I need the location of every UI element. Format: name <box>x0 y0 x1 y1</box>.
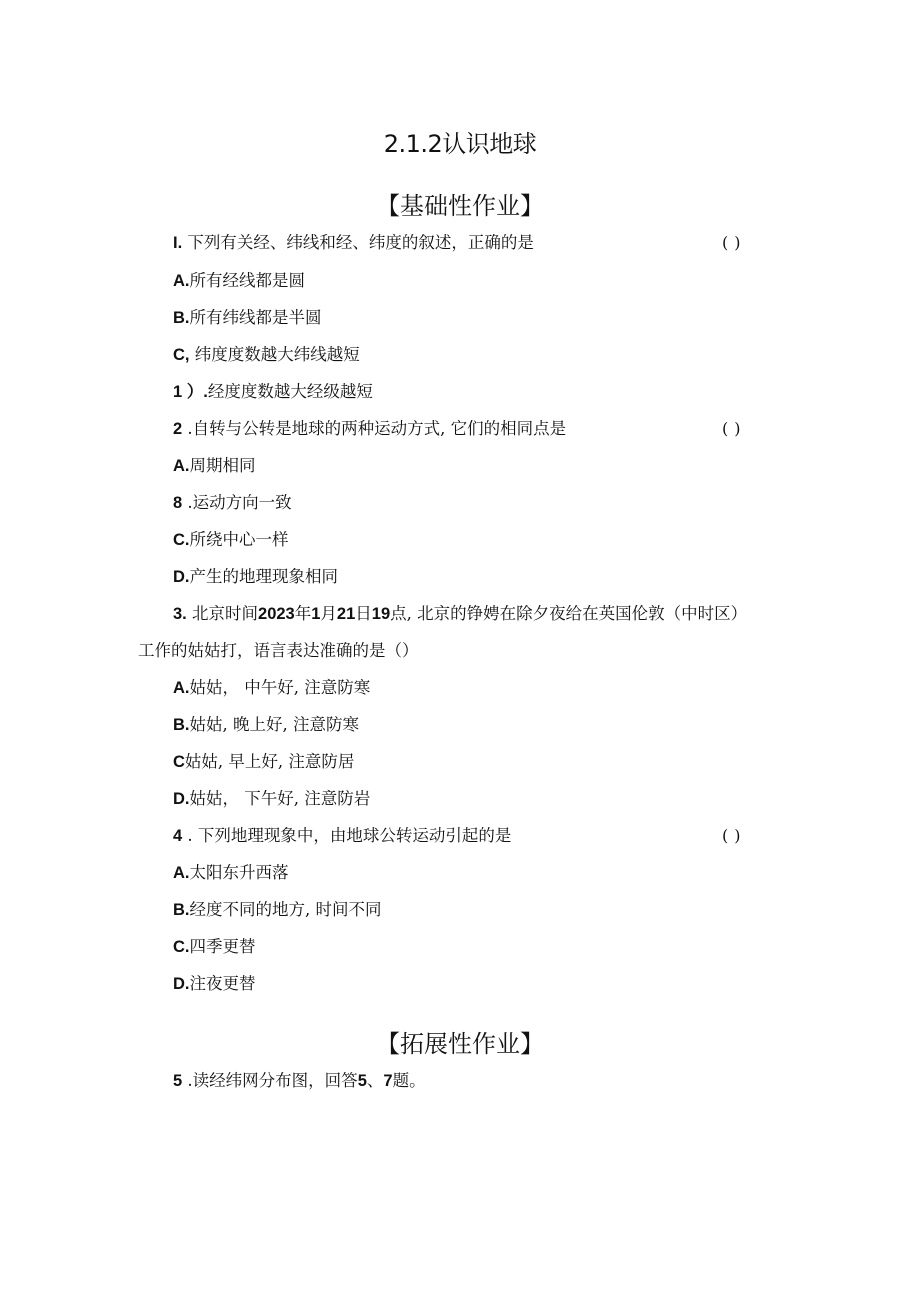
question-number: 3. <box>173 605 187 623</box>
question-4-stem <box>173 825 511 847</box>
page-title: 2.1.2认识地球 <box>383 130 537 158</box>
question-ref-end: 7 <box>383 1072 393 1090</box>
option-label: B. <box>173 901 190 919</box>
question-text: 月 <box>320 604 337 623</box>
option-b <box>173 492 292 514</box>
option-label: C <box>173 753 185 771</box>
month-value: 1 <box>311 605 321 623</box>
section-heading-basic: 【基础性作业】 <box>376 192 544 220</box>
question-number: 4 <box>173 827 183 845</box>
question-text: 年 <box>294 604 312 623</box>
question-text: . 下列地理现象中，由地球公转运动引起的是 <box>182 826 512 845</box>
option-label: C. <box>173 531 190 549</box>
option-text: 四季更替 <box>189 937 256 956</box>
question-text: .自转与公转是地球的两种运动方式, 它们的相同点是 <box>182 419 567 438</box>
question-text: 北京时间 <box>186 604 259 623</box>
option-label: A. <box>173 457 190 475</box>
question-text: 日 <box>355 604 372 623</box>
option-text: 周期相同 <box>189 456 256 475</box>
option-c <box>173 529 289 551</box>
question-text: 点, 北京的铮娉在除夕夜给在英国伦敦（中时区） <box>390 604 748 623</box>
option-label: B. <box>173 716 190 734</box>
option-a <box>173 862 289 884</box>
option-d <box>173 973 256 995</box>
section-heading-extended: 【拓展性作业】 <box>376 1030 544 1058</box>
question-1-stem <box>173 232 534 254</box>
option-c <box>173 344 360 366</box>
option-text: 所有纬线都是半圆 <box>189 308 322 327</box>
option-a <box>173 270 305 292</box>
option-text: 经度不同的地方, 时间不同 <box>189 900 382 919</box>
answer-bracket: () <box>722 826 747 845</box>
option-label: 1 ）. <box>173 383 208 401</box>
option-label: B. <box>173 309 190 327</box>
option-b <box>173 899 382 921</box>
option-label: A. <box>173 864 190 882</box>
question-3-stem <box>173 603 747 625</box>
option-a <box>173 677 370 699</box>
option-c <box>173 936 256 958</box>
year-value: 2023 <box>258 605 295 623</box>
question-text: 题。 <box>392 1071 426 1090</box>
option-label: D. <box>173 790 190 808</box>
question-number: I. <box>173 234 183 252</box>
option-text: 姑姑， 下午好, 注意防岩 <box>189 789 371 808</box>
question-number: 5 <box>173 1072 183 1090</box>
option-text: 姑姑， 中午好, 注意防寒 <box>189 678 371 697</box>
option-label: C, <box>173 346 190 364</box>
answer-bracket: () <box>722 233 747 252</box>
option-text: .运动方向一致 <box>182 493 292 512</box>
option-text: 注夜更替 <box>189 974 256 993</box>
option-text: 经度度数越大经级越短 <box>207 382 373 401</box>
option-text: 所绕中心一样 <box>189 530 289 549</box>
question-text: .读经纬网分布图，回答 <box>182 1071 358 1090</box>
option-b <box>173 307 322 329</box>
question-5-stem <box>173 1070 426 1092</box>
question-3-stem-line2: 工作的姑姑打，语言表达准确的是（） <box>138 641 419 660</box>
option-a <box>173 455 256 477</box>
option-label: A. <box>173 272 190 290</box>
hour-value: 19 <box>371 605 391 623</box>
option-d <box>173 566 338 588</box>
option-b <box>173 714 359 736</box>
question-2-stem <box>173 418 566 440</box>
option-text: 姑姑, 早上好, 注意防居 <box>184 752 355 771</box>
question-number: 2 <box>173 420 183 438</box>
option-label: D. <box>173 568 190 586</box>
option-text: 产生的地理现象相同 <box>189 567 338 586</box>
option-d <box>173 788 370 810</box>
option-label: 8 <box>173 494 183 512</box>
option-d <box>173 381 373 403</box>
answer-bracket: () <box>722 419 747 438</box>
option-c <box>173 751 354 773</box>
option-text: 所有经线都是圆 <box>189 271 305 290</box>
question-text: 、 <box>366 1071 384 1090</box>
question-text: 下列有关经、纬线和经、纬度的叙述，正确的是 <box>182 233 534 252</box>
option-label: C. <box>173 938 190 956</box>
option-label: D. <box>173 975 190 993</box>
question-ref-start: 5 <box>357 1072 367 1090</box>
option-text: 太阳东升西落 <box>189 863 289 882</box>
day-value: 21 <box>336 605 356 623</box>
option-label: A. <box>173 679 190 697</box>
option-text: 姑姑, 晚上好, 注意防寒 <box>189 715 359 734</box>
option-text: 纬度度数越大纬线越短 <box>189 345 360 364</box>
